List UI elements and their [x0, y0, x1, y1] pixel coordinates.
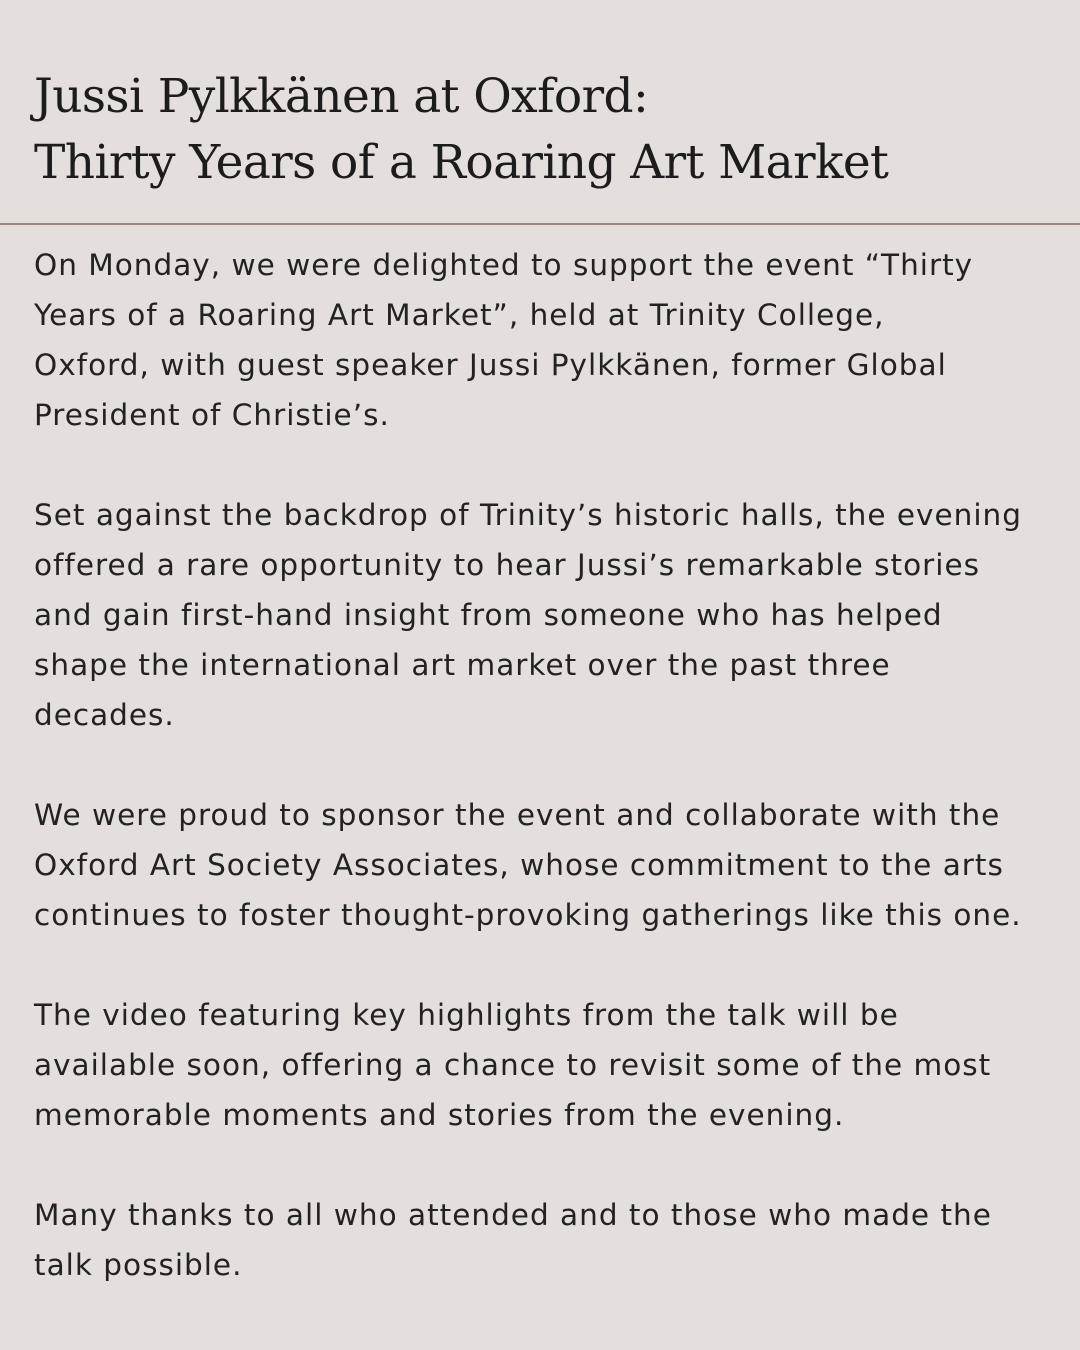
title-divider — [0, 223, 1080, 225]
title-line-2: Thirty Years of a Roaring Art Market — [34, 135, 889, 190]
paragraph-5: Many thanks to all who attended and to those who made the talk possible. — [34, 1198, 992, 1282]
article-title — [34, 64, 1044, 196]
paragraph-3: We were proud to sponsor the event and collaborate with the Oxford Art Society Associates, whose commitment to the arts continues to foster thought-provoking gatherings like this one. — [34, 798, 1022, 932]
title-line-1: Jussi Pylkkänen at Oxford: — [34, 69, 649, 124]
paragraph-1: On Monday, we were delighted to support the event “Thirty Years of a Roaring Art Market”, held at Trinity College, Oxford, with guest speaker Jussi Pylkkänen, former Global President of Christie’s. — [34, 248, 974, 432]
paragraph-4: The video featuring key highlights from the talk will be available soon, offering a chance to revisit some of the most memorable moments and stories from the evening. — [34, 998, 992, 1132]
article-body — [34, 240, 1048, 1290]
paragraph-2: Set against the backdrop of Trinity’s historic halls, the evening offered a rare opportunity to hear Jussi’s remarkable stories and gain first-hand insight from someone who has helped shape the international art market over the past three decades. — [34, 498, 1022, 732]
